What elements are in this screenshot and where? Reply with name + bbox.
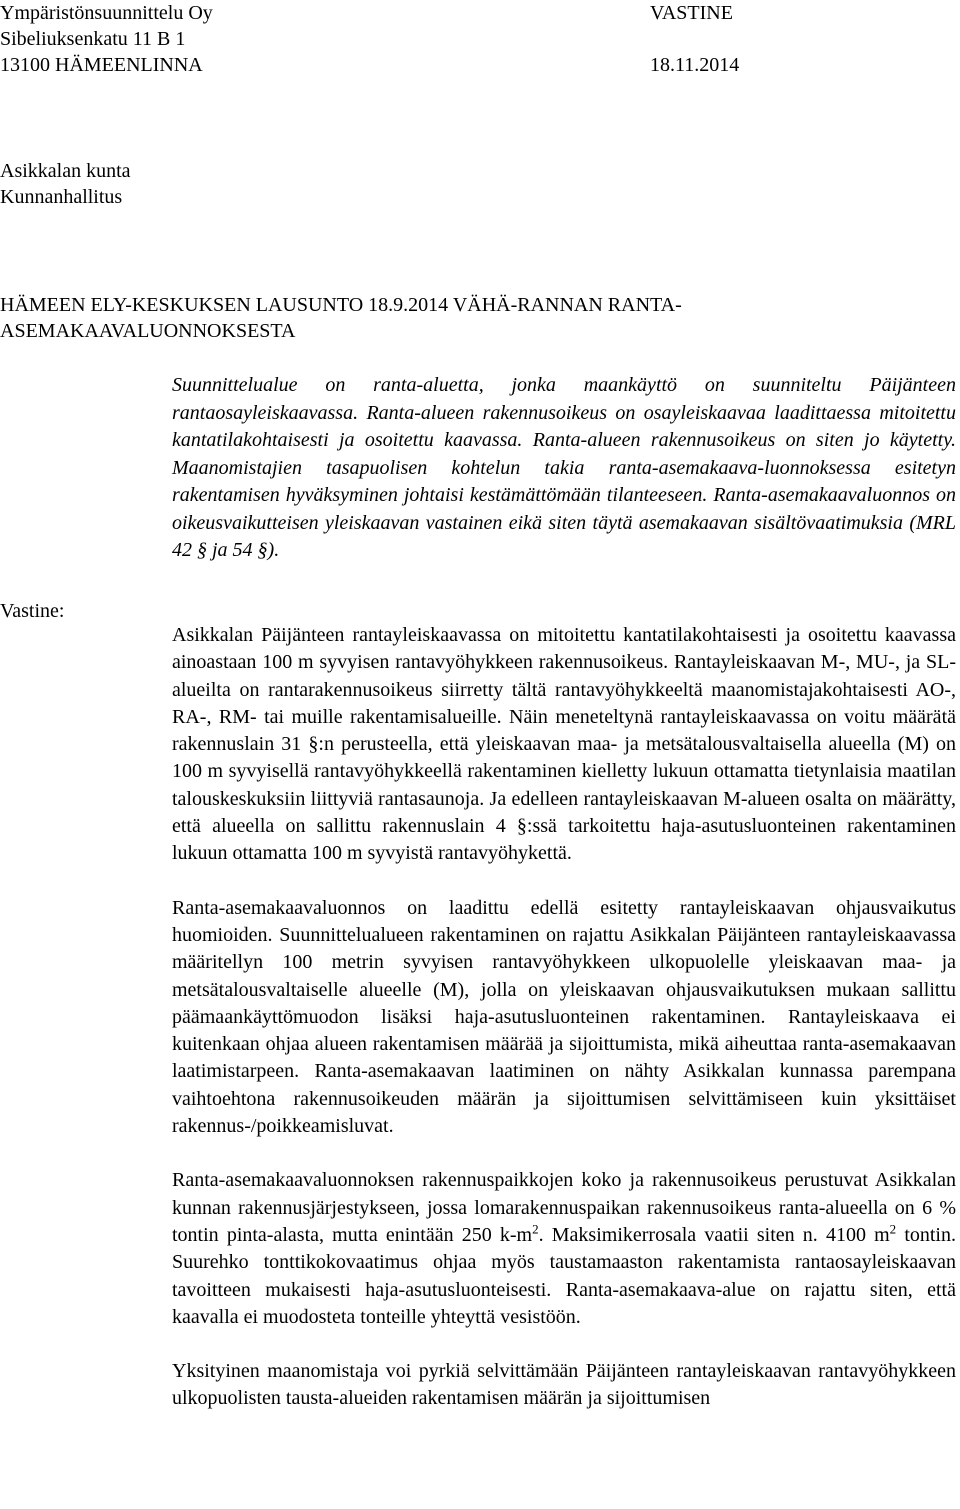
p3-text-a: Ranta-asemakaavaluonnoksen rakennuspaikkojen koko ja rakennusoikeus perustuvat Asikkalan kunnan rakennusjärjestykseen, jossa lomarakennuspaikan rakennusoikeus ranta-alueella on 6 % tontin pinta-alasta, mutta enintään 250 k-m [172, 1169, 956, 1246]
company-street: Sibeliuksenkatu 11 B 1 [0, 28, 186, 50]
response-paragraph-4: Yksityinen maanomistaja voi pyrkiä selvittämään Päijänteen rantayleiskaavan rantavyöhykkeen ulkopuolisten tausta-alueiden rakentamisen määrän ja sijoittumisen [172, 1360, 956, 1410]
recipient-municipality: Asikkalan kunta [0, 160, 131, 182]
response-paragraph-1: Asikkalan Päijänteen rantayleiskaavassa on mitoitettu kantatilakohtaisesti ja osoitettu kaavassa ainoastaan 100 m syvyisen rantavyöhykkeen rakennusoikeus. Rantayleiskaavan M-, MU-, ja SL-alueilta on rantarakennusoikeus siirretty tältä rantavyöhykkeeltä maanomistajakohtaisesti AO-, RA-, RM- tai muille rakentamisalueille. Näin meneteltynä rantayleiskaavassa on voitu määrätä rakennuslain 31 §:n perusteella, että yleiskaavan maa- ja metsätalousvaltaisella alueella (M) on 100 m syvyisellä rantavyöhykkeellä rakentaminen kielletty lukuun ottamatta tietynlaisia maatilan talouskeskuksiin liittyviä rantasaunoja. Ja edelleen rantayleiskaavan M-alueen osalta on määrätty, että alueella on sallittu rakennuslain 4 §:ssä tarkoitettu haja-asutusluonteinen rakentaminen lukuun ottamatta 100 m syvyistä rantavyöhykettä. [172, 624, 956, 865]
response-paragraph-2: Ranta-asemakaavaluonnos on laadittu edellä esitetty rantayleiskaavan ohjausvaikutus huomioiden. Suunnittelualueen rakentaminen on rajattu Asikkalan Päijänteen rantayleiskaavassa määritellyn 100 metrin syvyisen rantavyöhykkeen ulkopuolelle yleiskaavan maa- ja metsätalousvaltaiselle alueelle (M), jolla on yleiskaavan ohjausvaikutuksen mukaan sallittu päämaankäyttömuodon lisäksi haja-asutusluonteinen rakentaminen. Rantayleiskaava ei kuitenkaan ohjaa alueen rakentamisen määrää ja sijoittumista, mikä aiheuttaa ranta-asemakaavan laatimistarpeen. Ranta-asemakaavan laatiminen on nähty Asikkalan kunnassa parempana vaihtoehtona rakennusoikeuden määrän ja sijoittumisen selvittämiseen kuin yksittäiset rakennus-/poikkeamisluvat. [172, 896, 956, 1138]
company-city: 13100 HÄMEENLINNA [0, 54, 203, 76]
p3-superscript-1: 2 [532, 1221, 539, 1237]
ely-statement: Suunnittelualue on ranta-aluetta, jonka maankäyttö on suunniteltu Päijänteen rantaosayleiskaavassa. Ranta-alueen rakennusoikeus on osayleiskaavaa laadittaessa mitoitettu kantatilakohtaisesti ja osoitettu kaavassa. Ranta-alueen rakennusoikeus on siten jo käytetty. Maanomistajien tasapuolisen kohtelun takia ranta-asemakaava-luonnoksessa esitetyn rakentamisen hyväksyminen johtaisi kestämättömään tilanteeseen. Ranta-asemakaavaluonnos on oikeusvaikutteisen yleiskaavan vastainen eikä siten täytä asemakaavan sisältövaatimuksia (MRL 42 § ja 54 §). [172, 374, 956, 561]
document-date: 18.11.2014 [650, 54, 740, 76]
p3-superscript-2: 2 [889, 1221, 897, 1237]
vastine-label: Vastine: [0, 600, 65, 622]
subject-line-2: ASEMAKAAVALUONNOKSESTA [0, 320, 296, 342]
p3-text-b: . Maksimikerrosala vaatii siten n. 4100 m [538, 1223, 890, 1246]
company-name: Ympäristönsuunnittelu Oy [0, 2, 213, 24]
response-body [172, 622, 956, 1413]
document-type: VASTINE [650, 2, 733, 24]
subject-line-1: HÄMEEN ELY-KESKUKSEN LAUSUNTO 18.9.2014 VÄHÄ-RANNAN RANTA- [0, 294, 682, 316]
response-paragraph-3 [172, 1167, 956, 1331]
p3-text-c: tontin. Suurehko tonttikokovaatimus ohjaa myös taustamaaston rakentamista rantaosayleiskaavan tavoitteen mukaisesti haja-asutusluonteisesti. Ranta-asemakaava-alue on rajattu siten, että kaavalla ei muodosteta tonteille yhteyttä vesistöön. [172, 1223, 956, 1328]
recipient-board: Kunnanhallitus [0, 186, 123, 208]
